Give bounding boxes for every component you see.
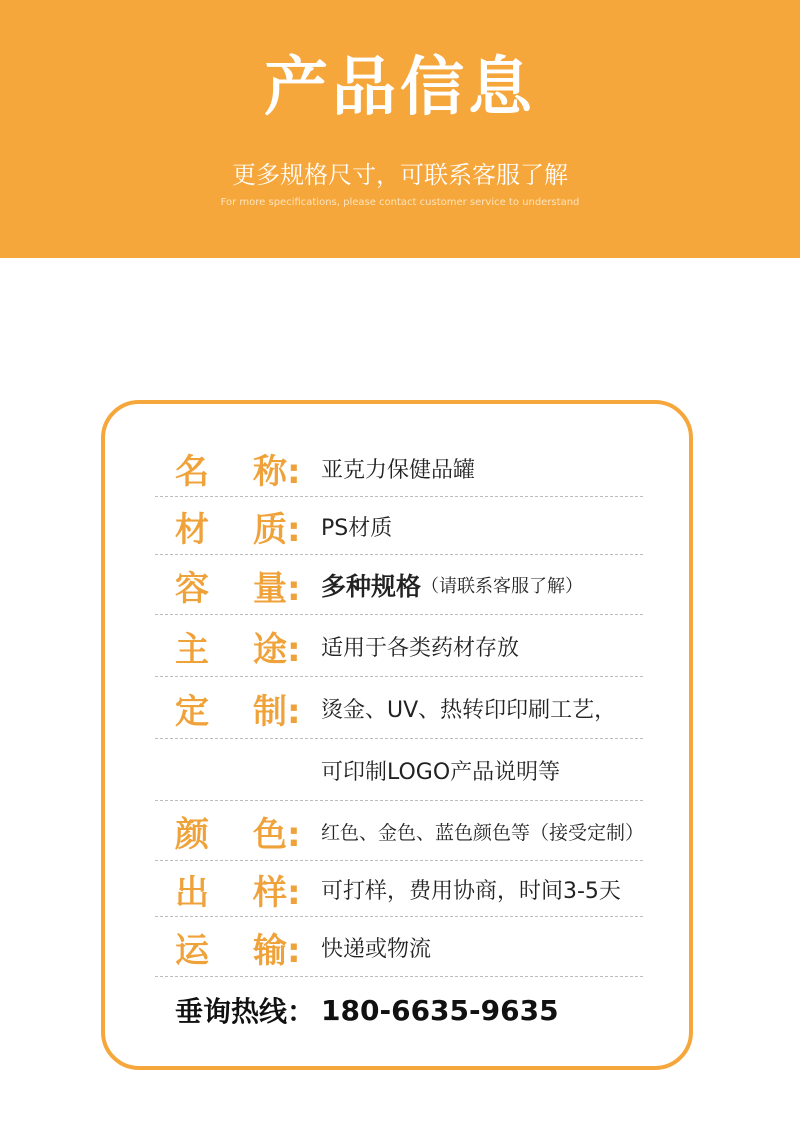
info-value: 多种规格 （请联系客服了解） — [321, 572, 584, 601]
info-row-custom-cont — [155, 740, 643, 801]
page-subtitle-en: For more specifications, please contact customer service to understand — [220, 197, 580, 208]
info-label: 颜 色: — [175, 814, 301, 855]
info-row-use — [155, 616, 643, 677]
info-row-name — [155, 440, 643, 497]
info-label: 名 称: — [175, 451, 301, 492]
info-value: 快递或物流 — [321, 936, 432, 962]
hotline-number: 180-6635-9635 — [321, 993, 559, 1027]
info-value: 适用于各类药材存放 — [321, 635, 520, 661]
info-value: PS材质 — [321, 515, 393, 541]
info-value: 红色、金色、蓝色颜色等（接受定制） — [321, 821, 645, 844]
info-row-sample — [155, 862, 643, 917]
hotline — [175, 988, 675, 1032]
info-label: 容 量: — [175, 568, 301, 609]
info-label: 定 制: — [175, 691, 301, 732]
info-label: 出 样: — [175, 872, 301, 913]
info-row-ship — [155, 918, 643, 977]
info-value: 烫金、UV、热转印印刷工艺， — [321, 697, 617, 723]
info-label: 主 途: — [175, 629, 301, 670]
info-value: 可印制LOGO产品说明等 — [321, 759, 561, 785]
hotline-label: 垂询热线： — [175, 995, 316, 1028]
info-row-capacity — [155, 556, 643, 615]
info-label: 材 质: — [175, 509, 301, 550]
info-row-color — [155, 802, 643, 861]
info-row-material — [155, 498, 643, 555]
info-value: 亚克力保健品罐 — [321, 457, 476, 483]
info-note: （请联系客服了解） — [421, 576, 584, 597]
page-title: 产品信息 — [264, 51, 536, 125]
header-banner — [0, 0, 800, 258]
info-row-custom — [155, 678, 643, 739]
page-subtitle: 更多规格尺寸，可联系客服了解 — [232, 161, 568, 189]
info-value: 可打样，费用协商，时间3-5天 — [321, 878, 621, 904]
info-label: 运 输: — [175, 930, 301, 971]
